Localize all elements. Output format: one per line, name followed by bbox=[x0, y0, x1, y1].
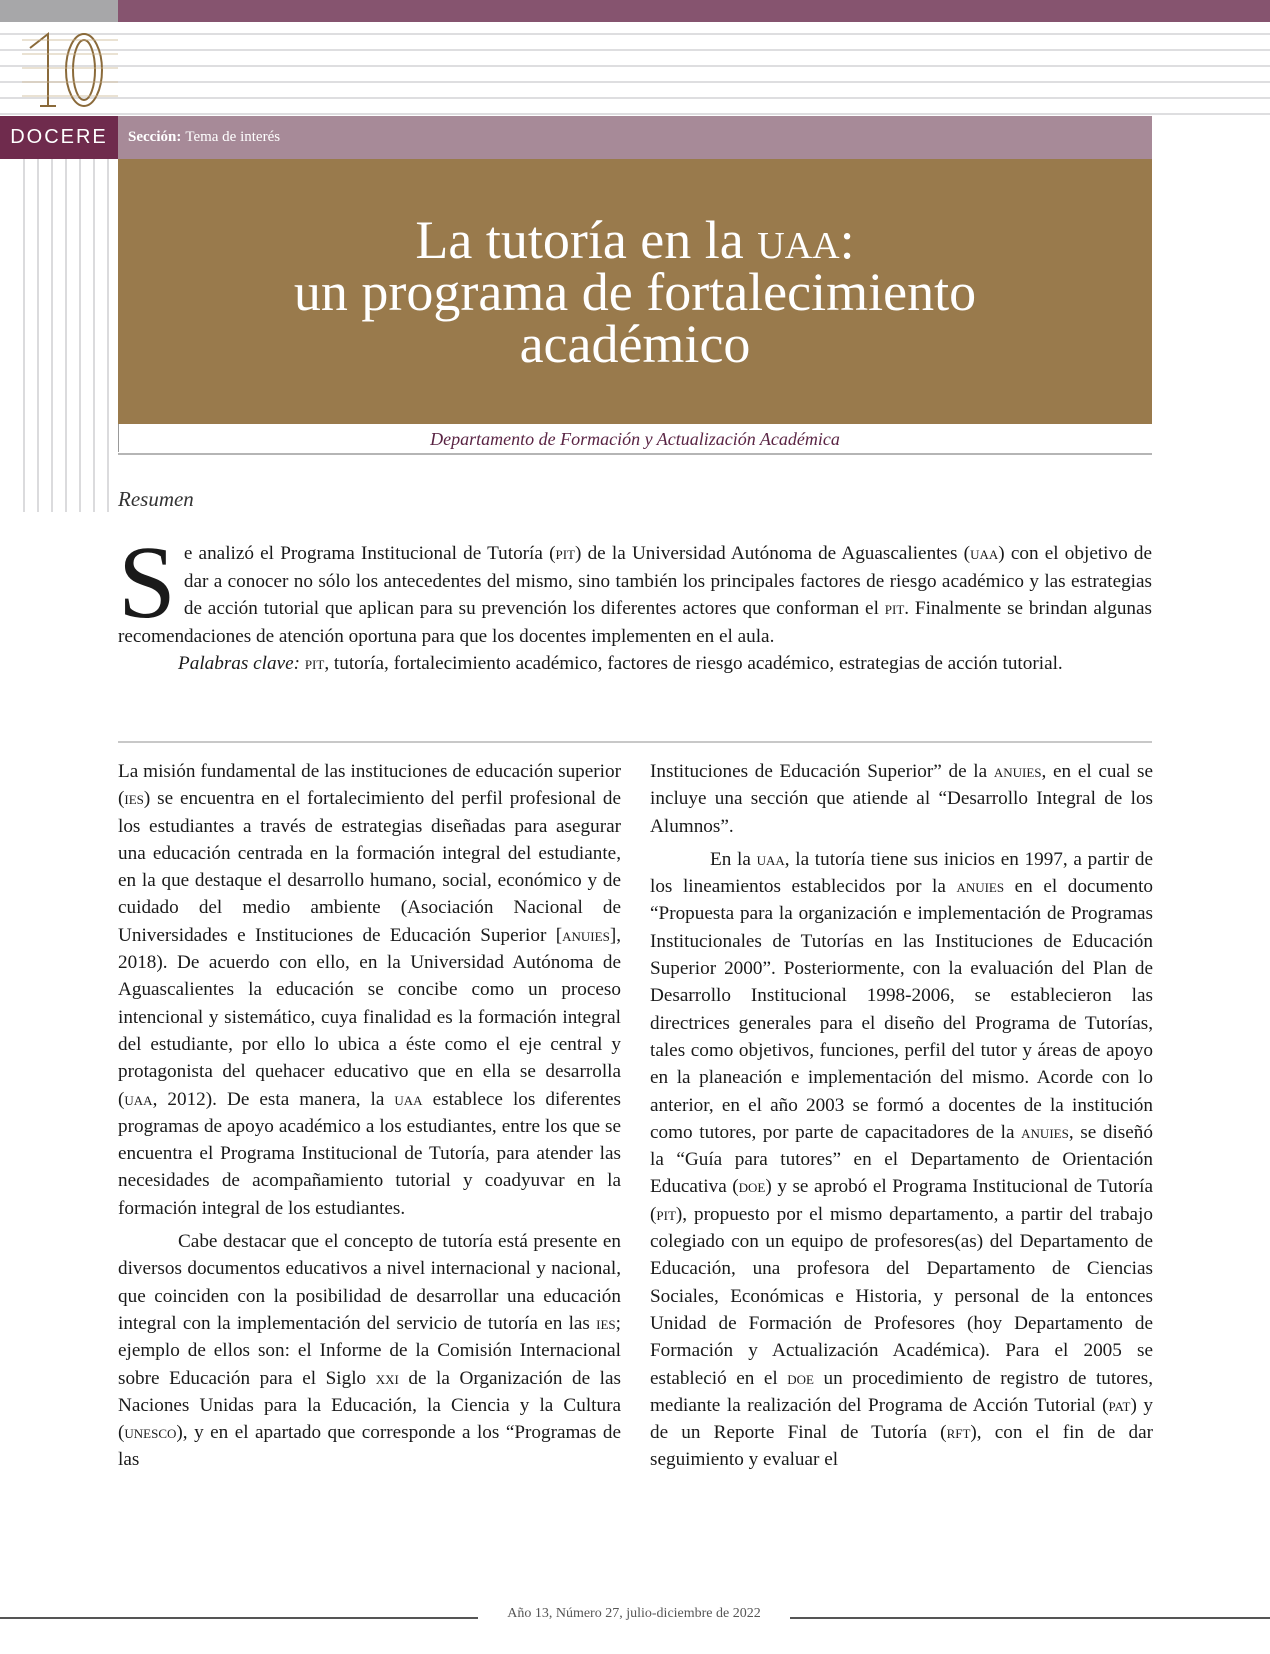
title-line1-a: La tutoría en la bbox=[415, 209, 758, 270]
abstract-text-c: ) con el objetivo de dar a conocer no sólo los antecedentes del mismo, sino también los principales factores de riesgo académico y las estrategias de acción tutorial que aplican para su prevención los diferentes actores que conforman el bbox=[183, 543, 1152, 619]
text: Instituciones de Educación Superior” de la bbox=[650, 761, 994, 782]
text: de la Organización de las Naciones Unidas para la Educación, la Ciencia y la Cultura ( bbox=[118, 1367, 622, 1444]
title-block bbox=[118, 159, 1152, 424]
text: establece los diferentes programas de apoyo académico a los estudiantes, entre los que se encuentra el Programa Institucional de Tutoría, para atender las necesidades de acompañamiento tutorial y coadyuvar en la formación integral de los estudiantes. bbox=[118, 1088, 622, 1219]
acronym: pit bbox=[884, 598, 905, 619]
text: ], 2018). De acuerdo con ello, en la Universidad Autónoma de Aguascalientes la educación se concibe como un proceso intencional y sistemático, cuya finalidad es la formación integral del estudiante, por ello lo ubica a éste como el eje central y protagonista del quehacer educativo que en ella se desarrolla ( bbox=[118, 924, 621, 1110]
acronym: uaa bbox=[756, 848, 785, 870]
abstract bbox=[118, 525, 1152, 678]
section-label-key: Sección: bbox=[128, 129, 182, 145]
article-author: Departamento de Formación y Actualización Académica bbox=[430, 429, 840, 449]
acronym: pit bbox=[304, 653, 325, 674]
article-title bbox=[155, 209, 1115, 374]
body-column-right bbox=[650, 758, 1153, 1480]
text: ), propuesto por el mismo departamento, a partir del trabajo colegiado con un equipo de profesores(as) del Departamento de Educación, una profesora del Departamento de Ciencias Sociales, Económicas e Historia, y personal de la entonces Unidad de Formación de Profesores (hoy Departamento de Formación y Actualización Académica). Para el 2005 se estableció en el bbox=[650, 1203, 1153, 1389]
body-paragraph bbox=[118, 1228, 621, 1474]
acronym: ies bbox=[596, 1312, 616, 1334]
text: ) se encuentra en el fortalecimiento del perfil profesional de los estudiantes a través de estrategias diseñadas para asegurar una educación centrada en la formación integral del estudiante, en la que destaque el desarrollo humano, social, económico y de cuidado del medio ambiente (Asociación Nacional de Universidades e Instituciones de Educación Superior [ bbox=[118, 788, 621, 946]
body-paragraph bbox=[650, 758, 1153, 840]
text: , se diseñó la “Guía para tutores” en el Departamento de Orientación Educativa ( bbox=[650, 1121, 1153, 1198]
acronym: doe bbox=[787, 1367, 814, 1389]
keywords bbox=[118, 650, 1152, 678]
text: ; ejemplo de ellos son: el Informe de la Comisión Internacional sobre Educación para el Siglo bbox=[118, 1312, 621, 1389]
title-line2: un programa de fortalecimiento bbox=[293, 261, 977, 322]
footer-rule-left bbox=[0, 1617, 478, 1619]
acronym: ies bbox=[124, 788, 144, 810]
section-label-value: Tema de interés bbox=[185, 129, 281, 145]
svg-text:10: 10 bbox=[22, 26, 23, 27]
footer-rule-right bbox=[790, 1617, 1270, 1619]
acronym: doe bbox=[738, 1176, 766, 1198]
acronym: uaa bbox=[394, 1088, 423, 1110]
title-line1-acronym: uaa bbox=[757, 209, 840, 270]
acronym: xxi bbox=[375, 1367, 399, 1389]
acronym: unesco bbox=[124, 1422, 177, 1444]
text: , en el cual se incluye una sección que atiende al “Desarrollo Integral de los Alumnos”. bbox=[650, 761, 1153, 837]
text: ) y de un Reporte Final de Tutoría ( bbox=[650, 1394, 1154, 1444]
text: , la tutoría tiene sus inicios en 1997, a partir de los lineamientos establecidos por la bbox=[650, 848, 1153, 898]
page-number-graphic bbox=[22, 26, 118, 112]
acronym: pit bbox=[656, 1203, 676, 1225]
text: ) y se aprobó el Programa Institucional de Tutoría ( bbox=[650, 1176, 1153, 1225]
title-line1-colon: : bbox=[839, 209, 855, 270]
author-divider bbox=[118, 453, 1152, 455]
section-label bbox=[118, 116, 1152, 159]
text: ), y en el apartado que corresponde a los “Programas de las bbox=[118, 1422, 621, 1471]
title-line3: académico bbox=[519, 313, 751, 374]
acronym: anuies bbox=[956, 876, 1005, 898]
body-paragraph bbox=[118, 758, 621, 1222]
keywords-label: Palabras clave: bbox=[178, 653, 301, 674]
acronym: uaa bbox=[124, 1088, 153, 1110]
text: Cabe destacar que el concepto de tutoría está presente en diversos documentos educativos a nivel internacional y nacional, que coinciden con la posibilidad de desarrollar una educación integral con la implementación del servicio de tutoría en las bbox=[118, 1231, 621, 1334]
text: en el documento “Propuesta para la organización e implementación de Programas Institucionales de Tutorías en las Instituciones de Educación Superior 2000”. Posteriormente, con la evaluación del Plan de Desarrollo Institucional 1998-2006, se establecieron las directrices generales para el diseño del Programa de Tutorías, tales como objetivos, funciones, perfil del tutor y áreas de apoyo en la planeación e implementación del mismo. Acorde con lo anterior, en el año 2003 se formó a docentes de la institución como tutores, por parte de capacitadores de la bbox=[650, 876, 1153, 1143]
acronym: anuies bbox=[1021, 1121, 1069, 1143]
section-bar bbox=[0, 116, 1152, 159]
abstract-text-b: ) de la Universidad Autónoma de Aguascalientes ( bbox=[575, 543, 971, 564]
acronym: pit bbox=[555, 543, 575, 564]
acronym: rft bbox=[946, 1422, 971, 1444]
acronym: uaa bbox=[970, 543, 999, 564]
body-column-left bbox=[118, 758, 621, 1480]
drop-cap: S bbox=[118, 525, 176, 640]
body-paragraph bbox=[650, 846, 1153, 1474]
abstract-text-d: . Finalmente se brindan algunas recomendaciones de atención oportuna para que los docentes implementen en el aula. bbox=[118, 598, 1152, 647]
acronym: anuies bbox=[562, 924, 610, 946]
abstract-divider bbox=[118, 741, 1152, 743]
text: un procedimiento de registro de tutores, mediante la realización del Programa de Acción Tutorial ( bbox=[650, 1367, 1153, 1416]
abstract-heading: Resumen bbox=[118, 487, 194, 511]
text: ), con el fin de dar seguimiento y evaluar el bbox=[650, 1422, 1153, 1471]
text: En la bbox=[710, 848, 757, 870]
abstract-text-a: e analizó el Programa Institucional de Tutoría ( bbox=[183, 543, 556, 564]
journal-name: DOCERE bbox=[0, 116, 118, 159]
text: La misión fundamental de las instituciones de educación superior ( bbox=[118, 761, 621, 810]
top-bar-gray bbox=[0, 0, 118, 22]
text: , 2012). De esta manera, la bbox=[152, 1088, 395, 1110]
decorative-horizontal-lines bbox=[0, 30, 1270, 122]
top-bar-purple bbox=[118, 0, 1270, 22]
acronym: pat bbox=[1108, 1394, 1131, 1416]
acronym: anuies bbox=[993, 761, 1042, 782]
footer-issue: Año 13, Número 27, julio-diciembre de 2022 bbox=[507, 1606, 761, 1621]
keywords-text: , tutoría, fortalecimiento académico, factores de riesgo académico, estrategias de acción tutorial. bbox=[324, 653, 1063, 674]
abstract-paragraph bbox=[118, 525, 1152, 650]
